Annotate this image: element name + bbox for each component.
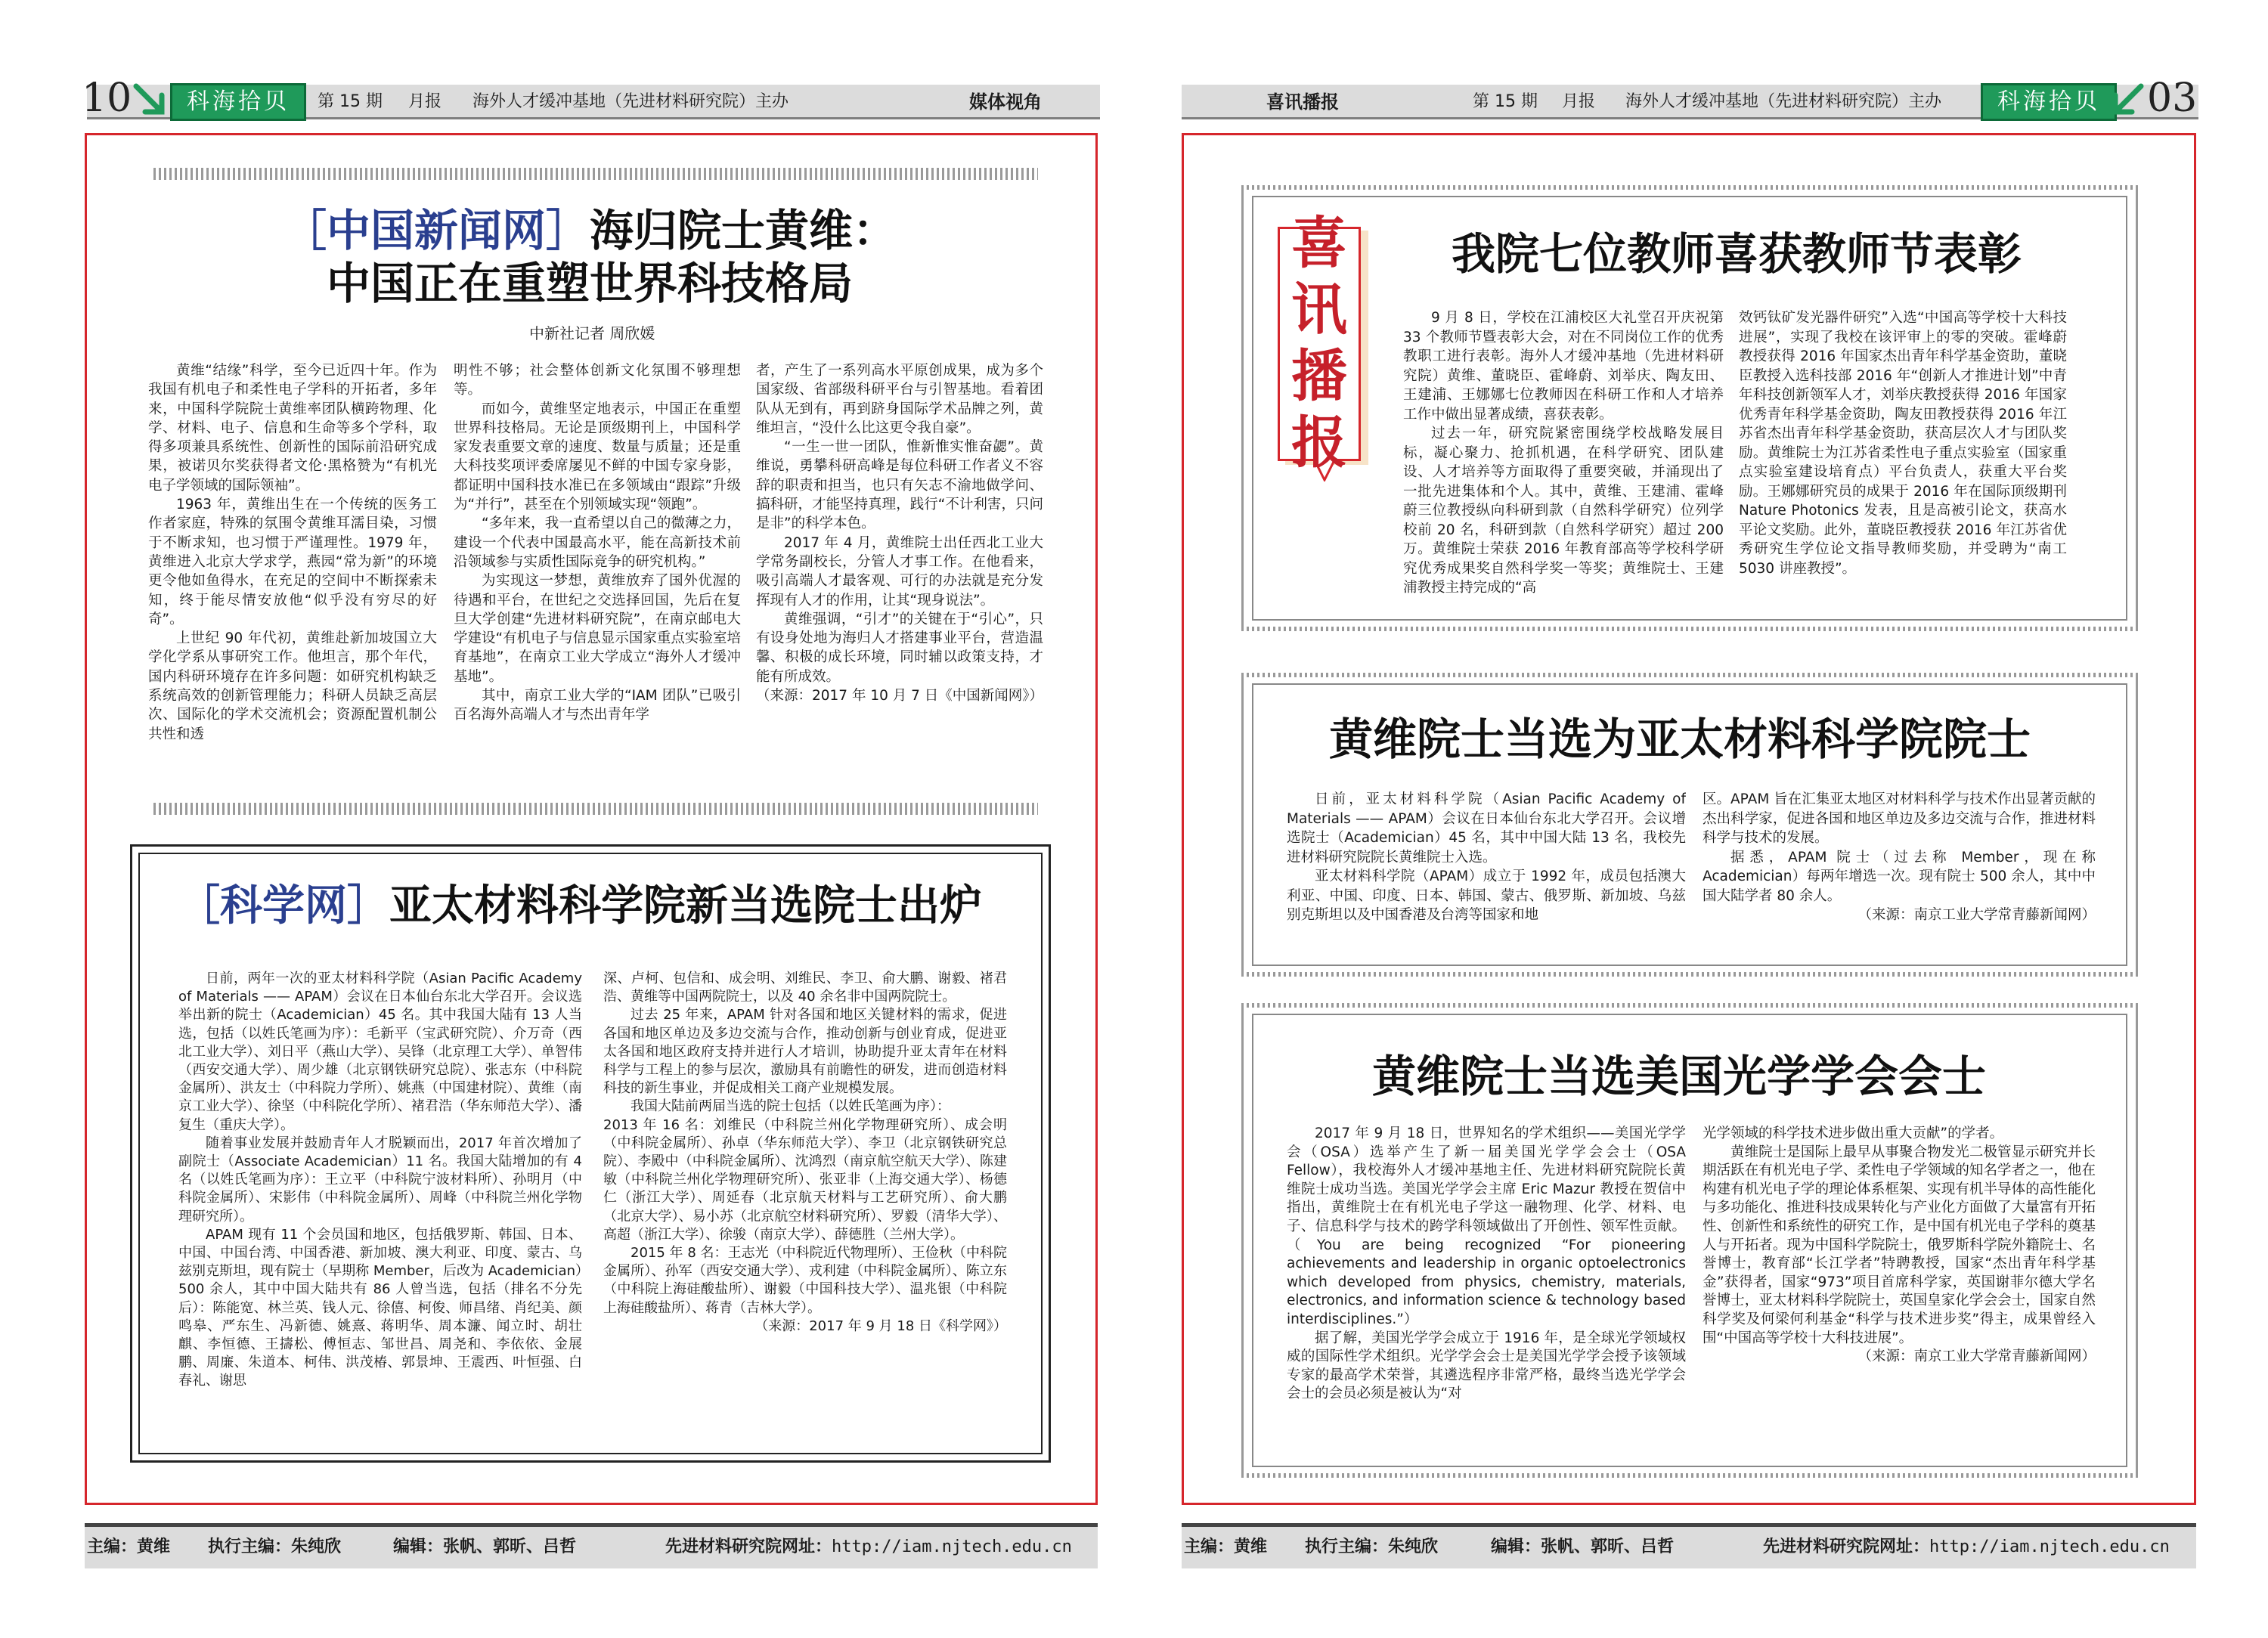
article-column (1287, 790, 1686, 956)
title-line1: 海归院士黄维： (590, 205, 897, 256)
article-column (1403, 308, 1724, 611)
byline: 中新社记者 周欣媛 (529, 324, 655, 342)
footer-site-url[interactable]: http://iam.njtech.edu.cn (832, 1537, 1072, 1556)
article-title (178, 881, 982, 930)
article-column (1703, 1125, 2096, 1450)
paragraph: 为实现这一梦想，黄维放弃了国外优渥的待遇和平台，在世纪之交选择回国，先后在复旦大学创建“先进材料研究院”，在南京邮电大学建设“有机电子与信息显示国家重点实验室培育基地”，在南京工业大学成立“海外人才缓冲基地”。 (454, 573, 741, 685)
paragraph: “一生一世一团队，惟新惟实惟奋勰”。黄维说，勇攀科研高峰是每位科研工作者义不容辞的职责和担当，也只有矢志不渝地做学问、搞科研，才能坚持真理，践行“不计利害，只问是非”的科学本色。 (756, 439, 1043, 532)
footer-site-url[interactable]: http://iam.njtech.edu.cn (1929, 1537, 2170, 1556)
footer-site-label: 先进材料研究院网址： (665, 1537, 832, 1556)
article-column (1287, 1125, 1686, 1450)
footer-site (665, 1534, 1072, 1560)
title-text: 亚太材料科学院新当选院士出炉 (389, 881, 982, 930)
footer-editor: 主编：黄维 (1184, 1537, 1268, 1556)
article-title (113, 206, 1066, 255)
paragraph: APAM 现有 11 个会员国和地区，包括俄罗斯、韩国、日本、中国、中国台湾、中国香港、新加坡、澳大利亚、印度、蒙古、乌兹别克斯坦，现有院士（早期称 Member，后改为 Academician）500 余人，其中中国大陆共有 86 人曾当选，包括（排名不分先后）：陈能宽、林兰英、钱人元、徐僖、柯俊、师昌绪、肖纪美、颜鸣皋、严东生、冯新德、姚熹、蒋明华、周本濂、闻立时、胡壮麒、李恒德、王擣松、傅恒志、邹世昌、周尧和、李依依、金展鹏、周廉、朱道本、柯伟、洪茂椿、郭景坤、王震西、叶恒强、白春礼、谢思 (178, 1226, 582, 1389)
arrow-down-left-icon (2103, 79, 2149, 124)
article-column (756, 361, 1043, 792)
paragraph: 过去 25 年来，APAM 针对各国和地区关键材料的需求，促进各国和地区单边及多边交流与合作，推动创新与创业育成，促进亚太各国和地区政府支持并进行人才培训，协助提升亚太青年在材料科学与工程上的参与层次，激励具有前瞻性的研发，进而创造材料科技的新生事业，并促成相关工商产业规模发展。 (603, 1007, 1007, 1097)
section-label: 喜讯播报 (1266, 91, 1339, 113)
paragraph: 黄维强调，“引才”的关键在于“引心”，只有设身处地为海归人才搭建事业平台，营造温馨、积极的成长环境，同时辅以政策支持，才能有所成效。 (756, 611, 1043, 685)
section-label: 媒体视角 (969, 91, 1042, 113)
page-number: 10 (82, 76, 132, 121)
right-page (1134, 0, 2268, 1638)
paragraph: 上世纪 90 年代初，黄维赴新加坡国立大学化学系从事研究工作。他坦言，那个年代，国内科研环境存在许多问题：如研究机构缺乏系统高效的创新管理能力；科研人员缺乏高层次、国际化的学术交流机会；资源配置机制公共性和透 (148, 630, 437, 742)
logo: 科海拾贝 (170, 83, 306, 121)
paragraph: 据了解，美国光学学会成立于 1916 年，是全球光学领域权威的国际性学术组织。光学学会会士是美国光学学会授予该领域专家的最高学术荣誉，其遴选程序非常严格，最终当选光学学会会士的会员必须是被认为“对 (1287, 1330, 1686, 1402)
dotted-rule (153, 803, 1038, 815)
frequency-label: 月报 (408, 92, 442, 111)
paragraph: 者，产生了一系列高水平原创成果，成为多个国家级、省部级科研平台与引智基地。看着团队从无到有，再到跻身国际学术品牌之列，黄维坦言，“没什么比这更令我自豪”。 (756, 363, 1043, 436)
source-note: （来源：2017 年 10 月 7 日《中国新闻网》） (756, 688, 1043, 704)
paragraph: 1963 年，黄维出生在一个传统的医务工作者家庭，特殊的氛围令黄维耳濡目染，习惯于不断求知，也习惯于严谨理性。1979 年，黄维进入北京大学求学，燕园“常为新”的环境更令他如鱼得水，在充足的空间中不断探索未知，终于能尽情安放他“似乎没有穷尽的好奇”。 (148, 497, 437, 627)
article-source: 科学网 (220, 881, 347, 930)
title-line2: 中国正在重塑世界科技格局 (326, 258, 853, 309)
paragraph: 区。APAM 旨在汇集亚太地区对材料科学与技术作出显著贡献的杰出科学家，促进各国和地区单边及多边交流与合作，推进材料科学与技术的发展。 (1703, 791, 2096, 846)
host-label: 海外人才缓冲基地（先进材料研究院）主办 (1625, 92, 1942, 111)
issue-label: 第 15 期 (1473, 92, 1538, 111)
paragraph: 过去一年，研究院紧密围绕学校战略发展目标，凝心聚力、抢抓机遇，在科学研究、团队建设、人才培养等方面取得了重要突破，并涌现出了一批先进集体和个人。其中，黄维、王建浦、霍峰蔚三位教授纵向科研到款（自然科学研究）位列学校前 20 名，科研到款（自然科学研究）超过 200 万。黄维院士荣获 2016 年教育部高等学校科学研究优秀成果奖自然科学奖一等奖；黄维院士、王建浦教授主持完成的“高 (1403, 426, 1724, 596)
footer-editors: 编辑：张帆、郭昕、吕哲 (1491, 1537, 1675, 1556)
paragraph: 黄维“结缘”科学，至今已近四十年。作为我国有机电子和柔性电子学科的开拓者，多年来，中国科学院院士黄维率团队横跨物理、化学、材料、电子、信息和生命等多个学科，取得多项兼具系统性、创新性的国际前沿研究成果，被诺贝尔奖获得者文伦·黑格赞为“有机光电子学领域的国际领袖”。 (148, 363, 437, 494)
paragraph: 效钙钛矿发光器件研究”入选“中国高等学校十大科技进展”，实现了我校在该评审上的零的突破。霍峰蔚教授获得 2016 年国家杰出青年科学基金资助，董晓臣教授入选科技部 2016 年“创新人才推进计划”中青年科技创新领军人才，刘举庆教授获得 2016 年国家优秀青年科学基金资助，陶友田教授获得 2016 年江苏省杰出青年科学基金资助，获高层次人才与团队奖励。黄维院士为江苏省柔性电子重点实验室（国家重点实验室建设培育点）平台负责人，获重大平台奖励。王娜娜研究员的成果于 2016 年在国际顶级期刊 Nature Photonics 发表，且是高被引论文，获高水平论文奖励。此外，董晓臣教授获 2016 年江苏省优秀研究生学位论文指导教师奖励，并受聘为“南工 5030 讲座教授”。 (1739, 310, 2067, 577)
paragraph: 而如今，黄维坚定地表示，中国正在重塑世界科技格局。无论是顶级期刊上，中国科学家发表重要文章的速度、数量与质量；还是重大科技奖项评委席屡见不鲜的中国专家身影，都证明中国科技水准已在多领域由“跟踪”升级为“并行”，甚至在个别领域实现“领跑”。 (454, 401, 741, 513)
paragraph: 2013 年 16 名：刘维民（中科院兰州化学物理研究所）、成会明（中科院金属所）、孙卓（华东师范大学）、李卫（北京钢铁研究总院）、李殿中（中科院金属所）、沈鸿烈（南京航空航天大学）、陈建敏（中科院兰州化学物理研究所）、张亚非（上海交通大学）、杨德仁（浙江大学）、周延春（北京航天材料与工艺研究所）、俞大鹏（北京大学）、易小苏（北京航空材料研究所）、罗毅（清华大学）、高超（浙江大学）、徐骏（南京大学）、薛德胜（兰州大学）。 (603, 1116, 1007, 1243)
dotted-rule (153, 168, 1038, 180)
page-number: 03 (2147, 76, 2198, 121)
footer-exec-editor: 执行主编：朱纯欣 (208, 1537, 342, 1556)
paragraph: 光学领域的科学技术进步做出重大贡献”的学者。 (1703, 1126, 2004, 1141)
paragraph: 日前，亚太材料科学院（Asian Pacific Academy of Materials —— APAM）会议在日本仙台东北大学召开。会议增选院士（Academician）45 名，其中中国大陆 13 名，我校先进材料研究院院长黄维院士入选。 (1287, 791, 1686, 865)
source-close-bracket: ］ (546, 205, 590, 256)
paragraph: 日前，两年一次的亚太材料科学院（Asian Pacific Academy of Materials —— APAM）会议在日本仙台东北大学召开。会议选举出新的院士（Academician）45 名。其中我国大陆有 13 人当选，包括（以姓氏笔画为序）：毛新平（宝武研究院）、介万奇（西北工业大学）、刘日平（燕山大学）、吴锋（北京理工大学）、单智伟（西安交通大学）、周少雄（北京钢铁研究总院）、张志东（中科院金属所）、洪友士（中科院力学所）、姚燕（中国建材院）、黄维（南京工业大学）、徐坚（中科院化学所）、褚君浩（华东师范大学）、潘复生（重庆大学）。 (178, 971, 582, 1133)
source-close-bracket: ］ (347, 881, 389, 930)
source-note: （来源：南京工业大学常青藤新闻网） (1857, 907, 2096, 923)
paragraph: “多年来，我一直希望以自己的微薄之力，建设一个代表中国最高水平，能在高新技术前沿领域参与实质性国际竞争的研究机构。” (454, 516, 741, 570)
article-column (454, 361, 741, 792)
paragraph: 黄维院士是国际上最早从事聚合物发光二极管显示研究并长期活跃在有机光电子学、柔性电子学领域的知名学者之一，他在构建有机光电子学的理论体系框架、实现有机半导体的高性能化与多功能化、推进科技成果转化与产业化方面做了大量富有开拓性、创新性和系统性的研究工作，是中国有机光电子学科的奠基人与开拓者。现为中国科学院院士，俄罗斯科学院外籍院士、名誉博士，教育部“长江学者”特聘教授，国家“杰出青年科学基金”获得者，国家“973”项目首席科学家，英国谢菲尔德大学名誉博士，亚太材料科学院院士，英国皇家化学会会士，国家自然科学奖及何梁何利基金“科学与技术进步奖”得主，成果曾经入围“中国高等学校十大科技进展”。 (1703, 1144, 2096, 1346)
article-column (178, 970, 582, 1431)
source-open-bracket: ［ (282, 205, 327, 256)
frequency-label: 月报 (1562, 92, 1596, 111)
source-note: （来源：南京工业大学常青藤新闻网） (1857, 1348, 2096, 1365)
footer-site (1763, 1534, 2170, 1560)
host-label: 海外人才缓冲基地（先进材料研究院）主办 (472, 92, 789, 111)
article-column (148, 361, 437, 792)
issue-label: 第 15 期 (318, 92, 383, 111)
article-title: 黄维院士当选美国光学学会会士 (1372, 1051, 1987, 1102)
article-column (1739, 308, 2067, 611)
paragraph: 随着事业发展并鼓励青年人才脱颖而出，2017 年首次增加了副院士（Associate Academician）11 名。我国大陆增加的有 4 名（以姓氏笔画为序）：王立平（中科院宁波材料所）、孙明月（中科院金属所）、宋影伟（中科院金属所）、周峰（中科院兰州化学物理研究所）。 (178, 1135, 582, 1225)
paragraph: 其中，南京工业大学的“IAM 团队”已吸引百名海外高端人才与杰出青年学 (454, 688, 741, 723)
paragraph: 亚太材料科学院（APAM）成立于 1992 年，成员包括澳大利亚、中国、印度、日本、韩国、蒙古、俄罗斯、新加坡、乌兹别克斯坦以及中国香港及台湾等国家和地 (1287, 869, 1686, 923)
article-source: 中国新闻网 (326, 205, 546, 256)
paragraph: 9 月 8 日，学校在江浦校区大礼堂召开庆祝第 33 个教师节暨表彰大会，对在不同岗位工作的优秀教职工进行表彰。海外人才缓冲基地（先进材料研究院）黄维、董晓臣、霍峰蔚、刘举庆、陶友田、王建浦、王娜娜七位教师因在科研工作和人才培养工作中做出显著成绩，喜获表彰。 (1403, 310, 1724, 423)
paragraph: 据悉，APAM 院士（过去称 Member，现在称 Academician）每两年增选一次。现有院士 500 余人，其中中国大陆学者 80 余人。 (1703, 849, 2096, 904)
article-title: 我院七位教师喜获教师节表彰 (1452, 228, 2022, 280)
source-note: （来源：2017 年 9 月 18 日《科学网》） (754, 1318, 1007, 1334)
paragraph: 2017 年 4 月，黄维院士出任西北工业大学常务副校长，分管人才事工作。在他看来，吸引高端人才最客观、可行的办法就是充分发挥现有人才的作用，让其“现身说法”。 (756, 534, 1043, 608)
footer-editors: 编辑：张帆、郭昕、吕哲 (393, 1537, 577, 1556)
article-column (603, 970, 1007, 1431)
footer-editor: 主编：黄维 (87, 1537, 171, 1556)
paragraph: 深、卢柯、包信和、成会明、刘维民、李卫、俞大鹏、谢毅、褚君浩、黄维等中国两院院士，以及 40 余名非中国两院院士。 (603, 971, 1007, 1005)
paragraph: 我国大陆前两届当选的院士包括（以姓氏笔画为序）： (631, 1098, 950, 1115)
footer-site-label: 先进材料研究院网址： (1763, 1537, 1930, 1556)
logo: 科海拾贝 (1981, 83, 2117, 121)
article-title: 黄维院士当选为亚太材料科学院院士 (1329, 714, 2031, 765)
paragraph: 明性不够；社会整体创新文化氛围不够理想等。 (454, 363, 741, 398)
source-open-bracket: ［ (178, 881, 220, 930)
callout-text: 喜讯播报 (1291, 211, 1347, 475)
paragraph: 2015 年 8 名：王志光（中科院近代物理所）、王俭秋（中科院金属所）、孙军（西安交通大学）、戎利建（中科院金属所）、陈立东（中科院上海硅酸盐所）、谢毅（中国科技大学）、温兆银（中科院上海硅酸盐所）、蒋青（吉林大学）。 (603, 1245, 1007, 1316)
arrow-down-right-icon (129, 79, 174, 124)
article-column (1703, 790, 2096, 956)
paragraph: 2017 年 9 月 18 日，世界知名的学术组织——美国光学学会（OSA）选举产生了新一届美国光学学会会士（OSA Fellow），我校海外人才缓冲基地主任、先进材料研究院院长黄维院士成功当选。美国光学学会主席 Eric Mazur 教授在贺信中指出，黄维院士在有机光电子学这一融物理、化学、材料、电子、信息科学与技术的跨学科领域做出了开创性、领军性贡献。（You are being recognized “For pioneering achievements and leadership in organic optoelectronics which developed from physics, chemistry, materials, electronics, and information science & technology based interdisciplines.”） (1287, 1126, 1686, 1327)
footer-exec-editor: 执行主编：朱纯欣 (1305, 1537, 1439, 1556)
